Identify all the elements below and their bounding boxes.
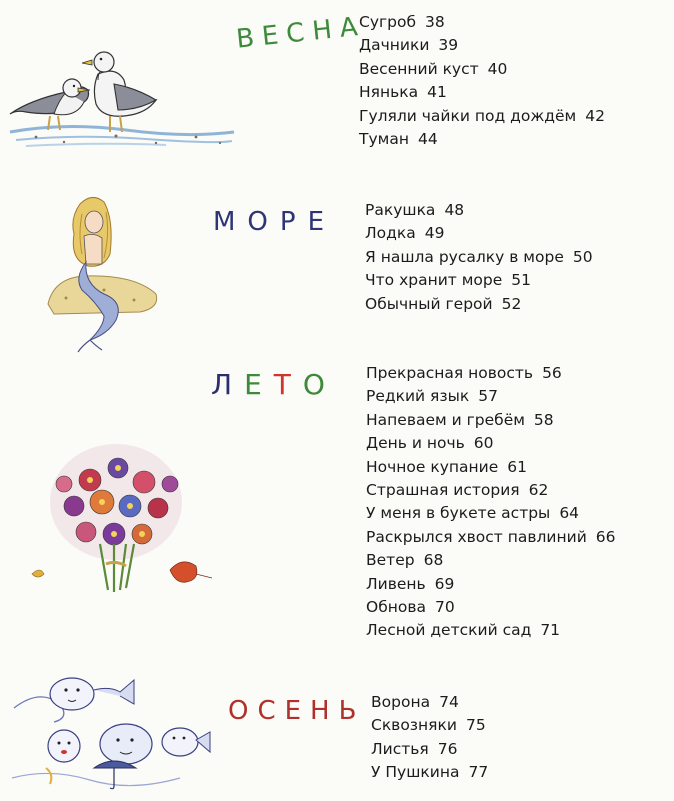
toc-entry-title: Обычный герой — [365, 294, 493, 313]
mermaid-icon — [44, 194, 164, 354]
toc-entry[interactable] — [366, 549, 616, 572]
toc-entry-page: 66 — [595, 527, 616, 546]
toc-entry-title: День и ночь — [366, 434, 465, 453]
toc-entry[interactable] — [359, 81, 605, 104]
toc-entry[interactable] — [359, 128, 605, 151]
toc-entry-title: Ливень — [366, 574, 426, 593]
section-heading-more: МОРЕ — [213, 207, 337, 237]
toc-list-vesna — [359, 11, 605, 151]
toc-entry-page: 75 — [465, 716, 486, 735]
toc-entry-title: Напеваем и гребём — [366, 410, 525, 429]
toc-entry[interactable] — [371, 691, 488, 714]
toc-entry[interactable] — [366, 456, 616, 479]
toc-entry-title: Страшная история — [366, 481, 520, 500]
toc-entry-title: Ветер — [366, 551, 415, 570]
toc-entry-title: Листья — [371, 739, 429, 758]
toc-entry-page: 68 — [423, 551, 444, 570]
toc-entry-page: 60 — [473, 434, 494, 453]
toc-entry-page: 69 — [434, 574, 455, 593]
section-heading-osen: ОСЕНЬ — [228, 696, 366, 726]
toc-entry-page: 41 — [427, 83, 447, 102]
toc-entry-page: 76 — [437, 739, 458, 758]
toc-entry[interactable] — [366, 596, 616, 619]
toc-entry-title: Сугроб — [359, 13, 417, 31]
toc-entry[interactable] — [371, 738, 488, 761]
section-heading-leto — [211, 368, 337, 401]
toc-entry[interactable] — [366, 409, 616, 432]
wind-faces-icon — [10, 668, 214, 794]
toc-entry-page: 56 — [542, 364, 562, 382]
toc-entry-page: 40 — [487, 59, 508, 78]
toc-list-leto — [366, 362, 616, 643]
toc-entry-title: Прекрасная новость — [366, 364, 534, 382]
toc-entry-page: 48 — [444, 201, 465, 219]
section-heading-vesna: ВЕСНА — [234, 11, 367, 55]
toc-entry-page: 38 — [425, 13, 445, 31]
toc-entry-page: 61 — [507, 457, 528, 476]
toc-entry-page: 71 — [540, 621, 561, 640]
toc-entry-page: 49 — [424, 224, 445, 243]
toc-entry[interactable] — [366, 479, 616, 502]
toc-entry[interactable] — [359, 11, 605, 34]
toc-entry-title: Ворона — [371, 693, 431, 711]
leto-letter: О — [302, 368, 337, 401]
toc-entry-title: Туман — [359, 130, 409, 149]
toc-entry-page: 58 — [533, 410, 554, 429]
toc-entry[interactable] — [365, 246, 593, 269]
toc-entry-title: Я нашла русалку в море — [365, 247, 564, 266]
toc-entry[interactable] — [359, 58, 605, 81]
toc-entry[interactable] — [366, 573, 616, 596]
toc-entry[interactable] — [365, 269, 593, 292]
toc-entry-title: Нянька — [359, 83, 419, 102]
toc-entry[interactable] — [365, 293, 593, 316]
toc-entry[interactable] — [366, 619, 616, 642]
toc-entry-page: 50 — [572, 247, 593, 266]
toc-entry-title: Дачники — [359, 36, 430, 55]
toc-entry-title: Раскрылся хвост павлиний — [366, 527, 587, 546]
leto-letter: Т — [273, 368, 303, 401]
toc-entry[interactable] — [366, 526, 616, 549]
toc-entry-title: Обнова — [366, 598, 427, 617]
toc-entry-page: 62 — [528, 481, 549, 500]
toc-entry[interactable] — [366, 502, 616, 525]
toc-entry-page: 42 — [585, 106, 605, 125]
toc-entry-title: Редкий язык — [366, 387, 470, 406]
toc-entry-page: 44 — [417, 130, 438, 149]
bouquet-icon — [30, 440, 216, 600]
toc-entry[interactable] — [366, 432, 616, 455]
toc-entry-title: У меня в букете астры — [366, 504, 551, 523]
seagulls-icon — [6, 44, 238, 154]
toc-entry-page: 64 — [559, 504, 580, 523]
toc-entry-title: Лесной детский сад — [366, 621, 532, 640]
toc-entry-page: 74 — [439, 693, 459, 711]
toc-entry[interactable] — [371, 714, 488, 737]
toc-entry[interactable] — [366, 385, 616, 408]
toc-entry-title: Что хранит море — [365, 271, 503, 290]
toc-entry-page: 52 — [501, 294, 522, 313]
toc-entry-page: 39 — [438, 36, 459, 55]
toc-entry[interactable] — [359, 105, 605, 128]
toc-entry-title: Лодка — [365, 224, 416, 243]
toc-entry[interactable] — [365, 222, 593, 245]
leto-letters — [211, 368, 337, 401]
toc-entry-page: 57 — [478, 387, 498, 406]
toc-list-osen — [371, 691, 488, 785]
toc-entry[interactable] — [359, 34, 605, 57]
toc-entry-page: 70 — [435, 598, 455, 617]
toc-entry[interactable] — [365, 199, 593, 222]
toc-entry-title: Ночное купание — [366, 457, 499, 476]
toc-entry-title: Сквозняки — [371, 716, 457, 735]
toc-entry[interactable] — [366, 362, 616, 385]
leto-letter: Е — [244, 368, 274, 401]
toc-entry[interactable] — [371, 761, 488, 784]
toc-entry-title: Гуляли чайки под дождём — [359, 106, 577, 125]
toc-entry-title: Весенний куст — [359, 59, 479, 78]
toc-list-more — [365, 199, 593, 316]
toc-entry-title: У Пушкина — [371, 763, 460, 782]
toc-entry-page: 51 — [511, 271, 532, 290]
leto-letter: Л — [211, 368, 245, 401]
toc-entry-title: Ракушка — [365, 201, 436, 219]
toc-entry-page: 77 — [468, 763, 489, 782]
